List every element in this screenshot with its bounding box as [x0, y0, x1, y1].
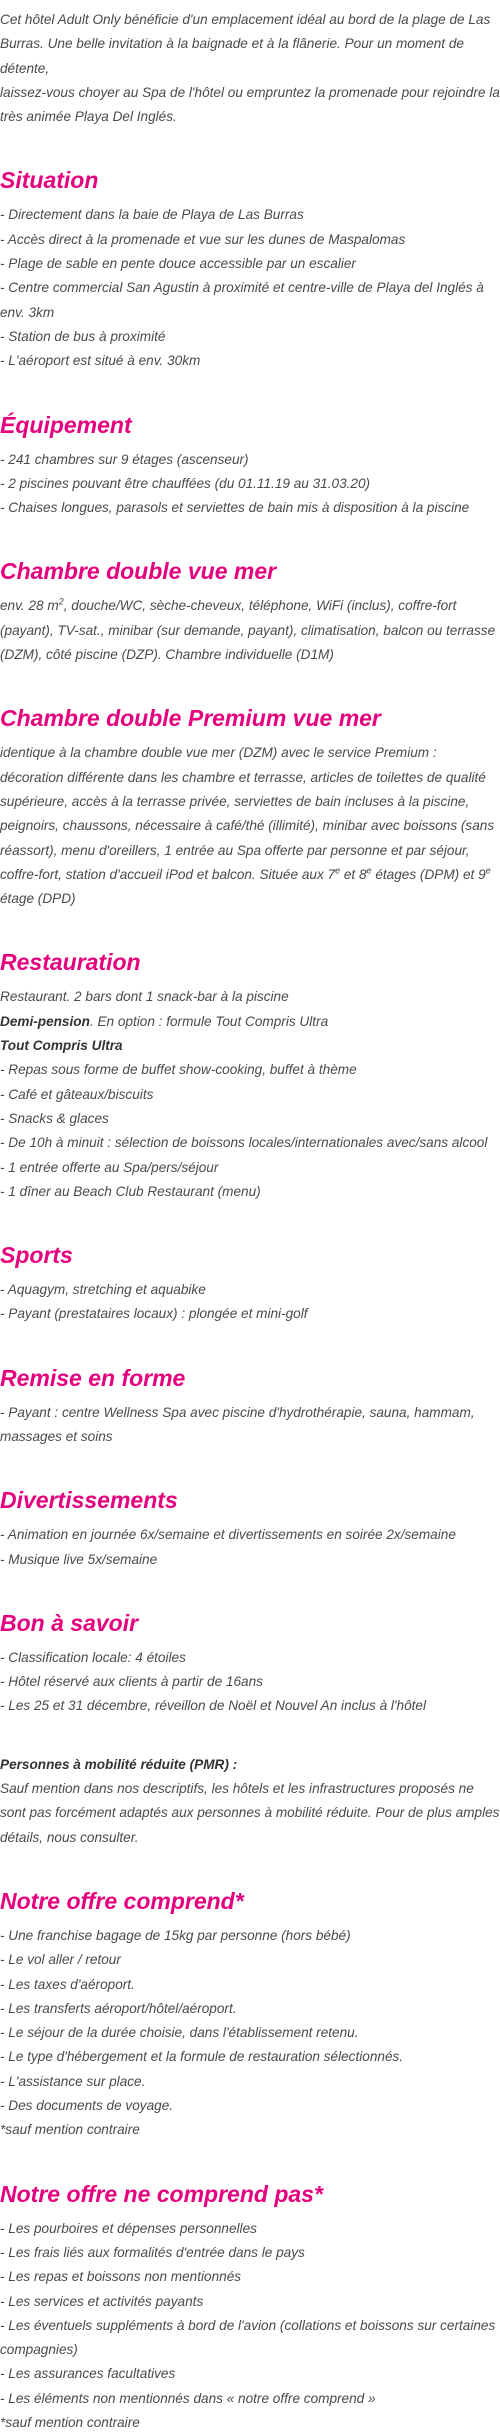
- situation-list: [0, 203, 500, 373]
- footnote: *sauf mention contraire: [0, 2122, 140, 2138]
- list-item: - Les frais liés aux formalités d'entrée dans le pays: [0, 2244, 305, 2260]
- remise-en-forme-heading: Remise en forme: [0, 1364, 186, 1391]
- divertissements-list: [0, 1523, 500, 1572]
- list-item: - 1 dîner au Beach Club Restaurant (menu): [0, 1183, 261, 1199]
- list-item: - Aquagym, stretching et aquabike: [0, 1282, 206, 1298]
- description-text: et 8: [340, 866, 367, 882]
- list-item: - Musique live 5x/semaine: [0, 1551, 158, 1567]
- list-item: - Le séjour de la durée choisie, dans l'établissement retenu.: [0, 2025, 359, 2041]
- demi-pension-text: . En option : formule Tout Compris Ultra: [89, 1013, 329, 1029]
- list-item: - Snacks & glaces: [0, 1110, 109, 1126]
- chambre-premium-heading: Chambre double Premium vue mer: [0, 705, 381, 732]
- list-item: - L'assistance sur place.: [0, 2073, 146, 2089]
- list-item: - Une franchise bagage de 15kg par personne (hors bébé): [0, 1927, 351, 1943]
- list-item: - Repas sous forme de buffet show-cooking, buffet à thème: [0, 1062, 357, 1078]
- bon-a-savoir-section: [0, 1606, 500, 1850]
- chambre-vue-mer-section: [0, 554, 500, 667]
- list-item: - Les 25 et 31 décembre, réveillon de Noël et Nouvel An inclus à l'hôtel: [0, 1698, 427, 1714]
- tout-compris-line: [0, 1034, 500, 1058]
- list-item: - Des documents de voyage.: [0, 2098, 174, 2114]
- superscript: 2: [58, 596, 64, 607]
- offre-ne-comprend-pas-section: [0, 2177, 500, 2435]
- sports-list: [0, 1278, 500, 1327]
- list-item: - Les éléments non mentionnés dans « notre offre comprend »: [0, 2390, 376, 2406]
- situation-section: [0, 163, 500, 373]
- pmr-label-line: [0, 1753, 500, 1777]
- list-item: - 1 entrée offerte au Spa/pers/séjour: [0, 1159, 219, 1175]
- sports-heading: Sports: [0, 1242, 73, 1269]
- list-item: - Directement dans la baie de Playa de Las Burras: [0, 207, 304, 223]
- list-item: - Café et gâteaux/biscuits: [0, 1086, 154, 1102]
- tout-compris-label: Tout Compris Ultra: [0, 1038, 123, 1054]
- restauration-line: Restaurant. 2 bars dont 1 snack-bar à la piscine: [0, 989, 289, 1005]
- list-item: - Les assurances facultatives: [0, 2366, 176, 2382]
- restauration-list: [0, 1058, 500, 1204]
- sports-section: [0, 1238, 500, 1327]
- superscript: e: [366, 865, 372, 876]
- chambre-vue-mer-heading: Chambre double vue mer: [0, 558, 277, 585]
- list-item: - Les taxes d'aéroport.: [0, 1976, 135, 1992]
- intro-paragraph-2: laissez-vous choyer au Spa de l'hôtel ou empruntez la promenade pour rejoindre la très animée Playa Del Inglés.: [0, 84, 500, 125]
- offre-comprend-list: [0, 1924, 500, 2118]
- list-item: - Les transferts aéroport/hôtel/aéroport.: [0, 2000, 237, 2016]
- list-item: - Animation en journée 6x/semaine et divertissements en soirée 2x/semaine: [0, 1527, 456, 1543]
- list-item: - Les éventuels suppléments à bord de l'avion (collations et boissons sur certaines compagnies): [0, 2317, 496, 2358]
- remise-en-forme-section: [0, 1361, 500, 1450]
- equipement-heading: Équipement: [0, 411, 132, 438]
- list-item: - Les services et activités payants: [0, 2293, 204, 2309]
- chambre-premium-description: [0, 741, 500, 911]
- description-text: env. 28 m: [0, 598, 59, 614]
- description-text: étage (DPD): [0, 891, 76, 907]
- list-item: - L'aéroport est situé à env. 30km: [0, 353, 201, 369]
- divertissements-heading: Divertissements: [0, 1487, 178, 1514]
- demi-pension-line: [0, 1010, 500, 1034]
- pmr-label: Personnes à mobilité réduite (PMR) :: [0, 1756, 238, 1772]
- demi-pension-label: Demi-pension: [0, 1013, 90, 1029]
- superscript: e: [335, 865, 341, 876]
- situation-heading: Situation: [0, 167, 99, 194]
- divertissements-section: [0, 1483, 500, 1572]
- list-item: - Plage de sable en pente douce accessible par un escalier: [0, 256, 356, 272]
- offre-ne-comprend-pas-heading: Notre offre ne comprend pas*: [0, 2180, 323, 2207]
- list-item: - Centre commercial San Agustin à proximité et centre-ville de Playa del Inglés à env. 3km: [0, 280, 484, 320]
- equipement-list: [0, 448, 500, 521]
- chambre-premium-section: [0, 701, 500, 911]
- list-item: - 241 chambres sur 9 étages (ascenseur): [0, 451, 249, 467]
- list-item: - Payant (prestataires locaux) : plongée et mini-golf: [0, 1306, 308, 1322]
- description-text: étages (DPM) et 9: [371, 866, 486, 882]
- intro-paragraph-1: Cet hôtel Adult Only bénéficie d'un emplacement idéal au bord de la plage de Las Burras. Une belle invitation à la baignade et à la flânerie. Pour un moment de détente,: [0, 12, 491, 76]
- list-item: - De 10h à minuit : sélection de boissons locales/internationales avec/sans alcool: [0, 1135, 488, 1151]
- offre-comprend-section: [0, 1884, 500, 2143]
- list-item: - Hôtel réservé aux clients à partir de 16ans: [0, 1674, 263, 1690]
- list-item: - Les pourboires et dépenses personnelles: [0, 2220, 257, 2236]
- description-text: identique à la chambre double vue mer (DZM) avec le service Premium : décoration différente dans les chambre et terrasse, articles de toilettes de qualité supérieure, accès à la terrasse privée, serviettes de bain incluses à la piscine, peignoirs, chaussons, nécessaire à café/thé (illimité), minibar avec boissons (sans réassort), menu d'oreillers, 1 entrée au Spa offerte par personne et par séjour, coffre-fort, station d'accueil iPod et balcon. Située aux 7: [0, 745, 495, 882]
- pmr-block: [0, 1753, 500, 1850]
- restauration-section: [0, 945, 500, 1204]
- remise-en-forme-list: [0, 1401, 500, 1450]
- bon-a-savoir-heading: Bon à savoir: [0, 1609, 139, 1636]
- list-item: - Payant : centre Wellness Spa avec piscine d'hydrothérapie, sauna, hammam, massages et soins: [0, 1404, 475, 1444]
- list-item: - Les repas et boissons non mentionnés: [0, 2269, 242, 2285]
- superscript: e: [485, 865, 491, 876]
- list-item: - Accès direct à la promenade et vue sur les dunes de Maspalomas: [0, 231, 406, 247]
- offre-ne-comprend-pas-list: [0, 2217, 500, 2411]
- bon-a-savoir-list: [0, 1646, 500, 1719]
- offre-comprend-heading: Notre offre comprend*: [0, 1887, 244, 1914]
- restauration-heading: Restauration: [0, 949, 141, 976]
- equipement-section: [0, 408, 500, 521]
- pmr-text: Sauf mention dans nos descriptifs, les hôtels et les infrastructures proposés ne sont pas forcément adaptés aux personnes à mobilité réduite. Pour de plus amples détails, nous consulter.: [0, 1781, 500, 1845]
- chambre-vue-mer-description: [0, 594, 500, 667]
- list-item: - 2 piscines pouvant être chauffées (du 01.11.19 au 31.03.20): [0, 475, 371, 491]
- list-item: - Le type d'hébergement et la formule de restauration sélectionnés.: [0, 2049, 404, 2065]
- list-item: - Station de bus à proximité: [0, 328, 166, 344]
- intro-section: [0, 8, 500, 129]
- list-item: - Chaises longues, parasols et serviettes de bain mis à disposition à la piscine: [0, 500, 470, 516]
- list-item: - Classification locale: 4 étoiles: [0, 1649, 186, 1665]
- description-text: , douche/WC, sèche-cheveux, téléphone, WiFi (inclus), coffre-fort (payant), TV-sat., minibar (sur demande, payant), climatisation, balcon ou terrasse (DZM), côté piscine (DZP). Chambre individuelle (D1M): [0, 598, 496, 663]
- list-item: - Le vol aller / retour: [0, 1952, 121, 1968]
- footnote: *sauf mention contraire: [0, 2415, 140, 2430]
